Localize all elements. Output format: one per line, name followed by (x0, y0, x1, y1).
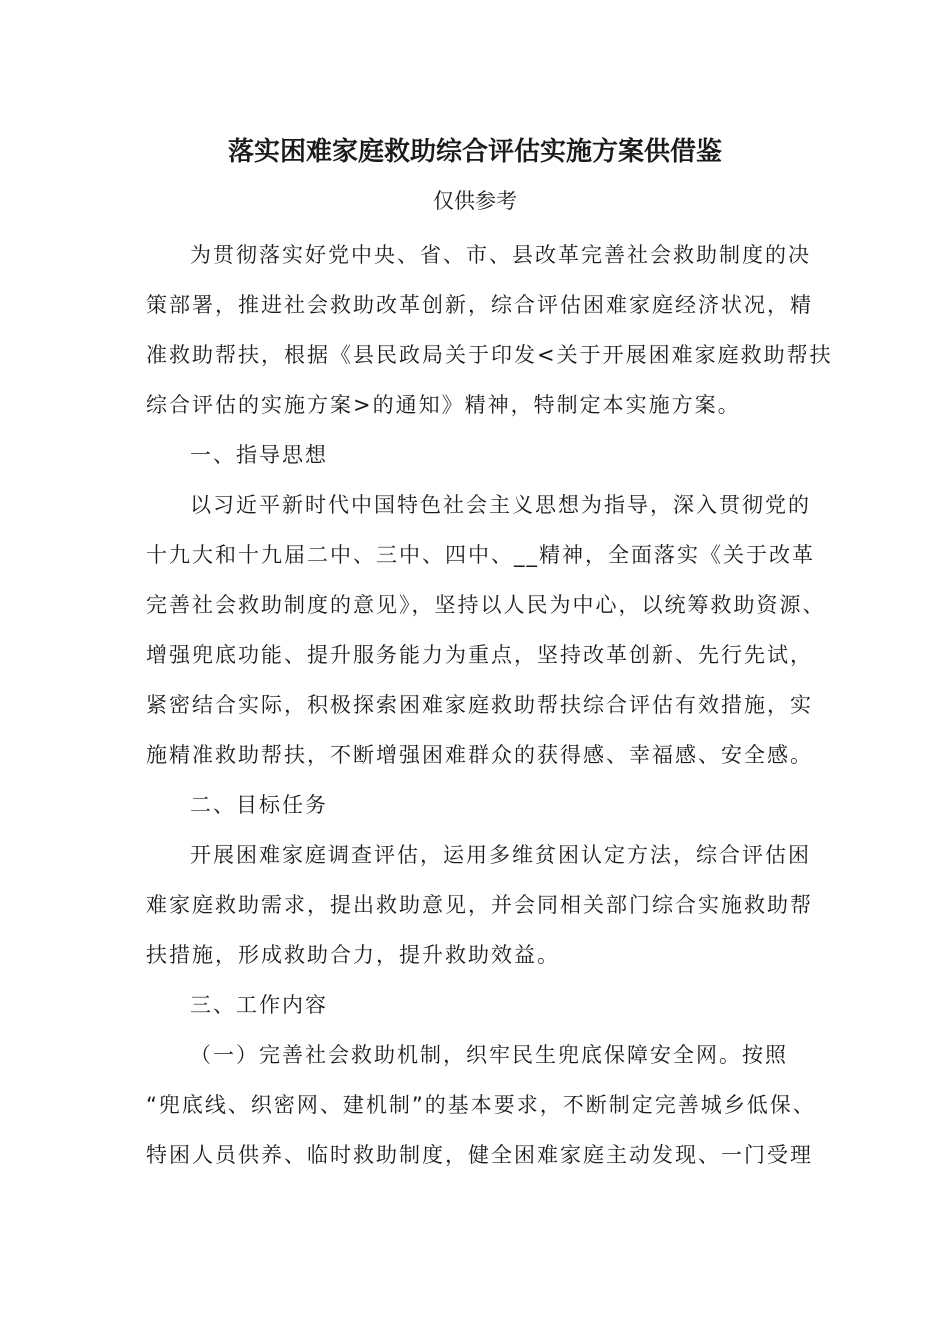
text-line: 完善社会救助制度的意见》，坚持以人民为中心，以统筹救助资源、 (146, 593, 826, 617)
text-line: 扶措施，形成救助合力，提升救助效益。 (146, 943, 560, 967)
text-line: 策部署，推进社会救助改革创新，综合评估困难家庭经济状况，精 (146, 293, 813, 317)
text-line: 紧密结合实际，积极探索困难家庭救助帮扶综合评估有效措施，实 (146, 693, 813, 717)
text-line: 综合评估的实施方案>的通知》精神，特制定本实施方案。 (146, 393, 741, 417)
document-title: 落实困难家庭救助综合评估实施方案供借鉴 (227, 137, 722, 167)
text-line: 准救助帮扶，根据《县民政局关于印发<关于开展困难家庭救助帮扶 (146, 343, 833, 367)
text-line: 施精准救助帮扶，不断增强困难群众的获得感、幸福感、安全感。 (146, 743, 813, 767)
text-line: 为贯彻落实好党中央、省、市、县改革完善社会救助制度的决 (190, 243, 811, 267)
document-subtitle: 仅供参考 (433, 189, 517, 213)
text-line: “兜底线、织密网、建机制”的基本要求，不断制定完善城乡低保、 (146, 1093, 816, 1117)
text-line: （一）完善社会救助机制，织牢民生兜底保障安全网。按照 (190, 1043, 788, 1067)
section-heading-guiding-thought: 一、指导思想 (190, 443, 328, 467)
text-line: 特困人员供养、临时救助制度，健全困难家庭主动发现、一门受理 (146, 1143, 813, 1167)
document-body (146, 230, 833, 1180)
text-line: 增强兜底功能、提升服务能力为重点，坚持改革创新、先行先试， (146, 643, 813, 667)
section-heading-goals: 二、目标任务 (190, 793, 328, 817)
text-line: 十九大和十九届二中、三中、四中、__精神，全面落实《关于改革 (146, 543, 815, 567)
work-content-paragraph (146, 1030, 816, 1180)
text-line: 开展困难家庭调查评估，运用多维贫困认定方法，综合评估困 (190, 843, 811, 867)
guiding-thought-paragraph (146, 480, 826, 780)
goals-paragraph (146, 830, 813, 980)
section-heading-work-content: 三、工作内容 (190, 993, 328, 1017)
intro-paragraph (146, 230, 833, 430)
text-line: 以习近平新时代中国特色社会主义思想为指导，深入贯彻党的 (190, 493, 811, 517)
text-line: 难家庭救助需求，提出救助意见，并会同相关部门综合实施救助帮 (146, 893, 813, 917)
